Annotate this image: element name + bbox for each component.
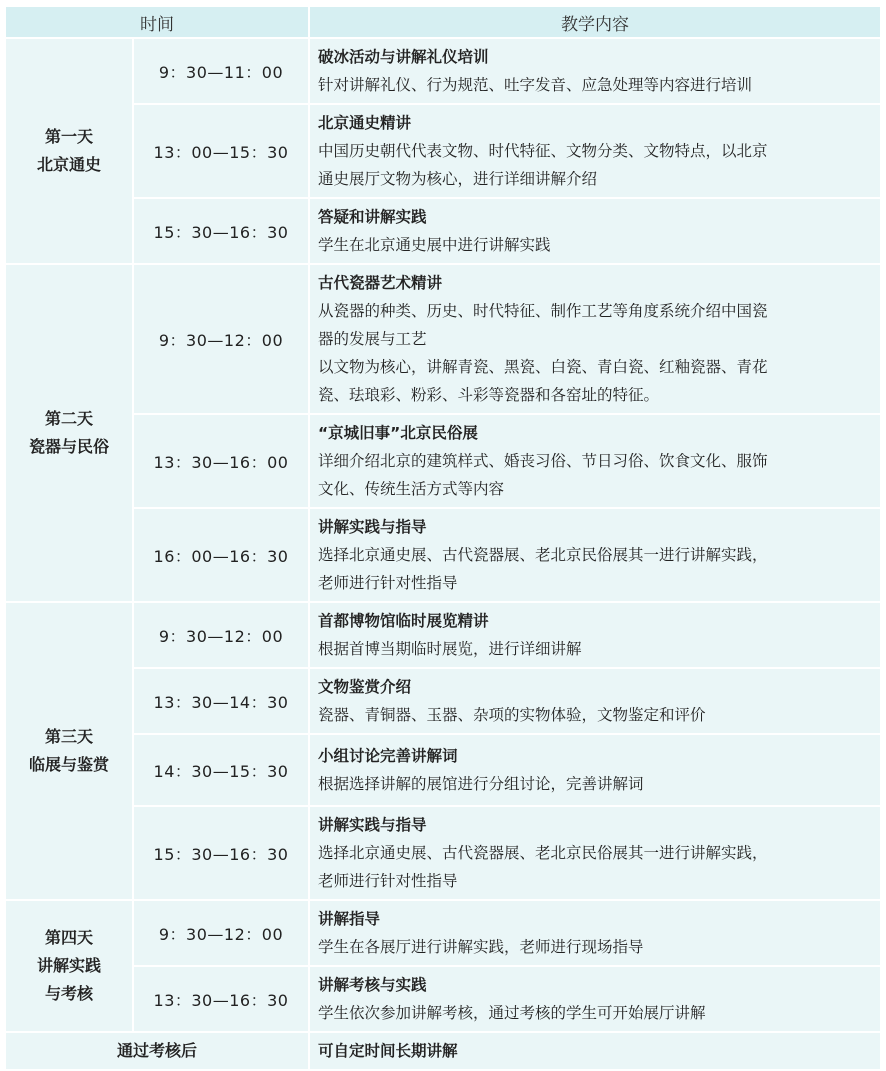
- session-description-line: 以文物为核心，讲解青瓷、黑瓷、白瓷、青白瓷、红釉瓷器、青花: [318, 358, 768, 376]
- session-description-line: 针对讲解礼仪、行为规范、吐字发音、应急处理等内容进行培训: [318, 76, 753, 94]
- session-title: “京城旧事”北京民俗展: [318, 424, 478, 442]
- session-content: [310, 669, 880, 733]
- day-label-line: 第四天: [44, 928, 93, 947]
- day-label: [6, 39, 132, 263]
- schedule-body: [6, 39, 880, 1069]
- session-time: 9：30—12：00: [134, 265, 308, 413]
- session-title: 讲解实践与指导: [318, 518, 427, 536]
- final-row: [6, 1033, 880, 1069]
- session-title: 古代瓷器艺术精讲: [318, 274, 443, 292]
- session-time: 13：30—14：30: [134, 669, 308, 733]
- session-content: [310, 199, 880, 263]
- session-time: 9：30—12：00: [134, 603, 308, 667]
- day-label-line: 第二天: [44, 409, 93, 428]
- session-description-line: 选择北京通史展、古代瓷器展、老北京民俗展其一进行讲解实践，: [318, 546, 768, 564]
- session-description-line: 根据选择讲解的展馆进行分组讨论，完善讲解词: [318, 775, 644, 793]
- session-content: [310, 901, 880, 965]
- day-label-line: 临展与鉴赏: [28, 755, 109, 774]
- header-row: [6, 7, 880, 37]
- session-description-line: 文化、传统生活方式等内容: [318, 480, 505, 498]
- session-content: [310, 265, 880, 413]
- session-title: 讲解指导: [318, 910, 381, 928]
- session-content: [310, 735, 880, 805]
- session-description-line: 通史展厅文物为核心，进行详细讲解介绍: [318, 170, 598, 188]
- day-label-line: 第一天: [44, 127, 93, 146]
- session-row: [6, 967, 880, 1031]
- session-time: 15：30—16：30: [134, 807, 308, 899]
- day-label-line: 讲解实践: [36, 956, 101, 975]
- day-label-line: 第三天: [44, 727, 93, 746]
- final-row-label: 通过考核后: [6, 1033, 308, 1069]
- session-row: [6, 509, 880, 601]
- session-content: [310, 39, 880, 103]
- session-content: [310, 509, 880, 601]
- session-time: 9：30—12：00: [134, 901, 308, 965]
- session-title: 首都博物馆临时展览精讲: [318, 612, 489, 630]
- day-label-line: 北京通史: [36, 155, 101, 174]
- session-row: [6, 669, 880, 733]
- session-title: 讲解考核与实践: [318, 976, 427, 994]
- day-label: [6, 901, 132, 1031]
- session-content: [310, 807, 880, 899]
- session-description-line: 学生在各展厅进行讲解实践，老师进行现场指导: [318, 938, 644, 956]
- session-row: [6, 735, 880, 805]
- session-description-line: 从瓷器的种类、历史、时代特征、制作工艺等角度系统介绍中国瓷: [318, 302, 768, 320]
- session-title: 文物鉴赏介绍: [318, 678, 412, 696]
- final-row-content: 可自定时间长期讲解: [310, 1033, 880, 1069]
- session-row: [6, 901, 880, 965]
- session-description-line: 瓷、珐琅彩、粉彩、斗彩等瓷器和各窑址的特征。: [318, 386, 660, 404]
- session-content: [310, 105, 880, 197]
- session-description-line: 选择北京通史展、古代瓷器展、老北京民俗展其一进行讲解实践，: [318, 844, 768, 862]
- session-description-line: 老师进行针对性指导: [318, 574, 458, 592]
- session-row: [6, 105, 880, 197]
- session-title: 讲解实践与指导: [318, 816, 427, 834]
- session-description-line: 学生在北京通史展中进行讲解实践: [318, 236, 551, 254]
- session-time: 13：00—15：30: [134, 105, 308, 197]
- day-label-line: 瓷器与民俗: [28, 437, 109, 456]
- session-content: [310, 415, 880, 507]
- session-description-line: 器的发展与工艺: [318, 330, 427, 348]
- session-row: [6, 603, 880, 667]
- session-row: [6, 807, 880, 899]
- session-time: 14：30—15：30: [134, 735, 308, 805]
- session-time: 13：30—16：00: [134, 415, 308, 507]
- day-label: [6, 265, 132, 601]
- time-header: 时间: [6, 7, 308, 37]
- day-label-line: 与考核: [44, 984, 93, 1003]
- session-description-line: 瓷器、青铜器、玉器、杂项的实物体验，文物鉴定和评价: [318, 706, 706, 724]
- session-row: [6, 265, 880, 413]
- session-title: 北京通史精讲: [318, 114, 412, 132]
- session-description-line: 中国历史朝代代表文物、时代特征、文物分类、文物特点，以北京: [318, 142, 768, 160]
- day-label: [6, 603, 132, 899]
- session-time: 9：30—11：00: [134, 39, 308, 103]
- session-time: 16：00—16：30: [134, 509, 308, 601]
- session-title: 小组讨论完善讲解词: [318, 747, 458, 765]
- session-row: [6, 199, 880, 263]
- session-description-line: 老师进行针对性指导: [318, 872, 458, 890]
- session-content: [310, 967, 880, 1031]
- session-row: [6, 415, 880, 507]
- session-time: 13：30—16：30: [134, 967, 308, 1031]
- session-time: 15：30—16：30: [134, 199, 308, 263]
- schedule-table: [4, 5, 882, 1071]
- session-row: [6, 39, 880, 103]
- session-description-line: 学生依次参加讲解考核，通过考核的学生可开始展厅讲解: [318, 1004, 706, 1022]
- session-title: 破冰活动与讲解礼仪培训: [318, 48, 489, 66]
- session-content: [310, 603, 880, 667]
- session-description-line: 根据首博当期临时展览，进行详细讲解: [318, 640, 582, 658]
- content-header: 教学内容: [310, 7, 880, 37]
- session-description-line: 详细介绍北京的建筑样式、婚丧习俗、节日习俗、饮食文化、服饰: [318, 452, 768, 470]
- session-title: 答疑和讲解实践: [318, 208, 427, 226]
